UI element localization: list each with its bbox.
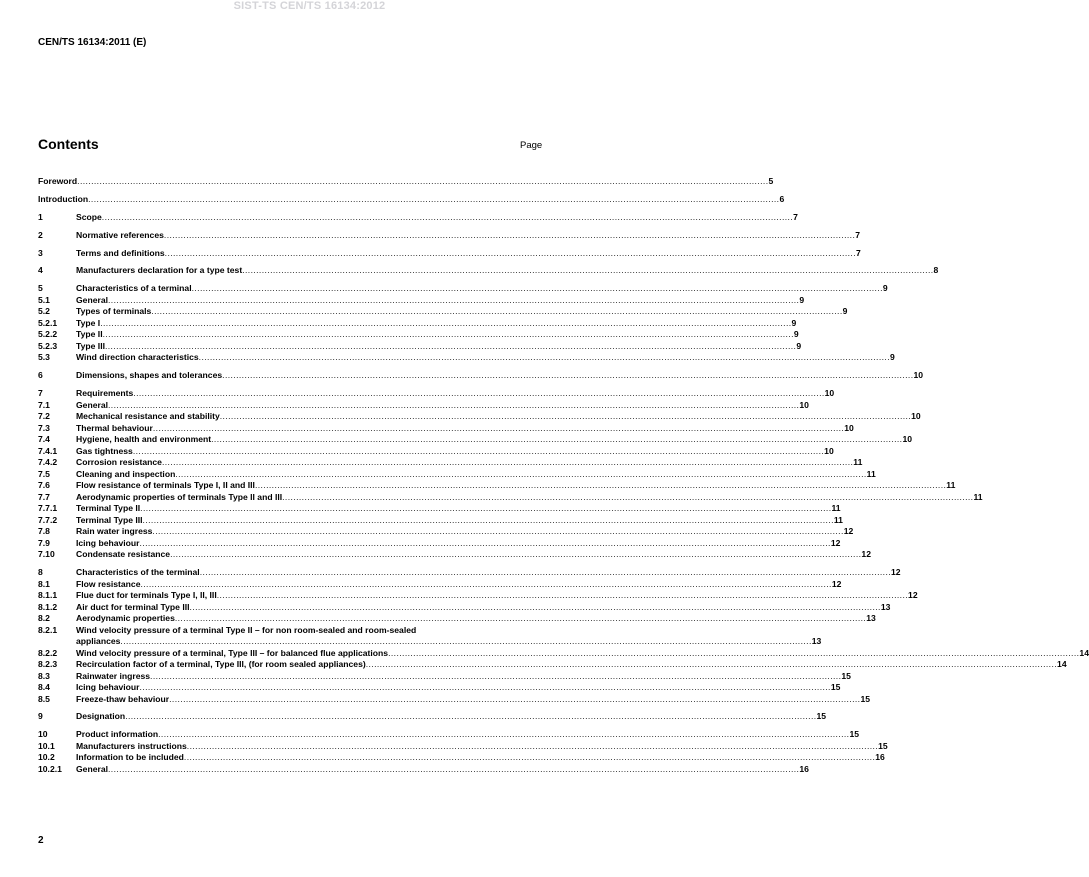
toc-entry-number: 6 [38,370,43,381]
toc-entry-page: 10 [844,422,854,433]
toc-entry-title: Product information [76,729,159,740]
toc-entry-page: 9 [791,317,797,328]
toc-entry[interactable] [38,590,918,602]
toc-leader-dots [151,306,842,318]
toc-entry[interactable] [38,491,983,504]
toc-entry-number: 10.1 [38,740,55,751]
toc-entry-page: 11 [973,491,983,502]
toc-entry-number: 8.3 [38,670,50,681]
toc-entry-title: Designation [76,711,126,722]
toc-entry-page: 10 [799,399,809,410]
toc-entry-number: 10.2.1 [38,763,62,774]
toc-entry-page: 15 [830,682,841,693]
toc-entry[interactable] [38,176,774,188]
toc-leader-dots [140,538,831,550]
contents-heading: Contents [38,136,99,152]
toc-leader-dots [108,400,799,412]
toc-entry[interactable] [38,283,888,295]
toc-leader-dots [100,318,791,330]
toc-entry[interactable] [38,457,863,469]
toc-entry-number: 7.4.2 [38,457,58,468]
toc-leader-dots [255,480,946,492]
toc-entry-title: Type III [76,340,105,351]
toc-entry-number: 5.2.2 [38,329,58,340]
toc-leader-dots [133,446,824,458]
toc-entry-number: 5.1 [38,294,50,305]
toc-entry-title: Normative references [76,229,164,240]
toc-entry-title: General [76,294,109,305]
toc-entry-title: Thermal behaviour [76,422,153,433]
toc-entry[interactable] [38,265,939,277]
toc-entry[interactable] [38,729,860,741]
toc-entry-title: General [76,399,109,410]
toc-entry[interactable] [38,480,956,492]
toc-leader-dots [108,764,799,776]
toc-entry[interactable] [38,682,841,694]
toc-entry-title: Flow resistance of terminals Type I, II and III [76,480,255,491]
toc-entry-number: 8 [38,567,43,578]
toc-entry-page: 11 [866,468,876,479]
toc-entry-title: Flue duct for terminals Type I, II, III [76,590,217,601]
toc-entry-number: 7.3 [38,422,50,433]
toc-leader-dots [120,636,811,648]
toc-entry-page: 7 [793,211,798,222]
toc-entry-number: 5.2 [38,306,50,317]
toc-entry-title: Icing behaviour [76,537,140,548]
toc-entry[interactable] [38,567,901,579]
toc-entry-title: Terminal Type III [76,514,143,525]
toc-entry-page: 11 [833,514,843,525]
toc-leader-dots [169,694,860,706]
toc-entry-title: Terms and definitions [76,247,165,258]
toc-entry-title: Icing behaviour [76,682,140,693]
toc-entry-page: 9 [799,294,805,305]
toc-entry-number: 3 [38,247,43,258]
toc-entry[interactable] [38,388,835,400]
toc-entry-title: Mechanical resistance and stability [76,411,220,422]
toc-entry-title: Type II [76,329,103,340]
toc-leader-dots [108,295,799,307]
toc-entry-title: Requirements [76,388,134,399]
toc-leader-dots [140,682,831,694]
toc-entry-page: 16 [799,763,809,774]
toc-entry-number: 8.1 [38,578,50,589]
toc-entry-number: 8.2.2 [38,647,58,658]
toc-entry-title: Manufacturers instructions [76,740,187,751]
toc-entry[interactable] [38,659,1067,671]
toc-entry-number: 8.2 [38,613,50,624]
toc-entry-page: 9 [793,329,799,340]
toc-entry[interactable] [38,294,805,307]
toc-entry-number: 2 [38,229,43,240]
toc-entry-page: 10 [913,370,924,381]
toc-leader-dots [164,230,855,242]
toc-entry-title: Wind velocity pressure of a terminal, Type III – for balanced flue applications [76,647,389,658]
toc-entry-title: General [76,763,109,774]
toc-entry-number: 5.2.3 [38,340,58,351]
toc-entry-page: 5 [768,176,774,186]
toc-entry[interactable] [38,526,854,538]
toc-leader-dots [102,212,793,224]
toc-entry-title: Scope [76,211,102,222]
toc-entry-number: 7.7.1 [38,503,58,514]
toc-entry[interactable] [38,411,921,423]
toc-entry-number: 8.5 [38,693,50,704]
toc-entry-page: 10 [911,411,921,422]
toc-entry-number: 10 [38,729,48,740]
toc-entry-page: 12 [891,567,901,578]
toc-entry-number: 5.2.1 [38,317,58,328]
toc-entry[interactable] [38,247,861,260]
toc-entry-number: 7.7 [38,491,50,502]
watermark: SIST-TS CEN/TS 16134:2012 [233,0,386,12]
toc-entry[interactable] [38,211,798,224]
toc-entry[interactable] [38,503,841,515]
toc-leader-dots [140,579,831,591]
toc-entry-number: 8.1.1 [38,590,58,601]
toc-entry-number: 10.2 [38,752,55,763]
toc-entry-title: Rain water ingress [76,526,153,537]
toc-entry-title: Hygiene, health and environment [76,434,212,445]
toc-leader-dots [150,671,841,683]
toc-entry-title: Wind direction characteristics [76,352,199,363]
toc-leader-dots [170,549,861,561]
page-number: 2 [38,835,44,846]
toc-entry-page: 15 [816,711,827,722]
toc-entry[interactable] [38,537,841,550]
toc-entry-title: Condensate resistance [76,549,171,560]
document-identifier: CEN/TS 16134:2011 (E) [38,37,147,48]
toc-leader-dots [217,590,908,602]
toc-entry-page: 6 [779,193,785,204]
toc-entry[interactable] [38,193,785,206]
toc-entry[interactable] [38,468,876,481]
toc-entry-title: Recirculation factor of a terminal, Type III, (for room sealed appliances) [76,659,366,670]
toc-entry[interactable] [38,434,913,446]
toc-leader-dots [103,329,794,341]
toc-entry[interactable] [38,752,885,764]
toc-entry[interactable] [38,647,1089,660]
toc-entry[interactable] [38,229,861,242]
toc-leader-dots [162,457,853,469]
toc-entry-page: 9 [796,340,802,351]
toc-entry-title: Flow resistance [76,578,141,589]
toc-entry-page: 13 [866,613,876,624]
toc-entry-page: 10 [902,434,913,445]
toc-entry-title: Aerodynamic properties of terminals Type II and III [76,491,283,502]
toc-entry-page: 15 [849,729,860,740]
toc-entry-number: 7.4 [38,434,50,445]
toc-entry[interactable] [38,352,895,364]
toc-entry-number: 7.5 [38,468,50,479]
toc-entry-title: Manufacturers declaration for a type test [76,265,243,276]
toc-entry[interactable] [38,340,802,353]
toc-entry[interactable] [38,329,799,341]
toc-leader-dots [192,283,883,295]
toc-leader-dots [200,567,891,579]
toc-leader-dots [184,752,875,764]
toc-entry-page: 16 [875,752,885,763]
toc-leader-dots [211,434,902,446]
toc-entry-title: Types of terminals [76,306,152,317]
toc-leader-dots [175,469,866,481]
toc-leader-dots [105,341,796,353]
toc-entry[interactable] [38,613,876,625]
toc-entry[interactable] [38,306,848,318]
toc-entry-title: Corrosion resistance [76,457,162,468]
toc-leader-dots [143,515,834,527]
toc-leader-dots [388,648,1079,660]
toc-entry-title: Gas tightness [76,445,133,456]
toc-entry-number: 5 [38,283,43,294]
toc-entry-number: 5.3 [38,352,50,363]
toc-entry-title: Type I [76,317,101,328]
toc-leader-dots [366,659,1057,671]
toc-entry-number: 7.7.2 [38,514,58,525]
toc-entry-number: 7.6 [38,480,50,491]
toc-leader-dots [242,265,933,277]
toc-leader-dots [125,711,816,723]
toc-entry[interactable] [38,578,842,591]
toc-entry-number: 7.4.1 [38,445,58,456]
toc-entry-title: Wind velocity pressure of a terminal Type II – for non room-sealed and room-sealed [76,624,417,635]
toc-leader-dots [165,248,856,260]
toc-entry-title: Aerodynamic properties [76,613,175,624]
toc-leader-dots [282,492,973,504]
toc-entry-title: Rainwater ingress [76,670,151,681]
toc-entry-title: Characteristics of the terminal [76,567,200,578]
toc-entry-page: 11 [853,457,863,468]
toc-entry-title: Terminal Type II [76,503,141,514]
toc-entry-page: 14 [1057,659,1067,670]
toc-entry-number: 8.4 [38,682,50,693]
toc-entry[interactable] [38,711,827,723]
toc-leader-dots [199,352,890,364]
toc-entry-number: 7.9 [38,537,50,548]
toc-entry-title: Information to be included [76,752,184,763]
toc-leader-dots [222,370,913,382]
toc-entry-page: 15 [860,693,871,704]
toc-entry[interactable] [38,317,797,330]
toc-entry-page: 8 [933,265,939,276]
toc-entry-page: 10 [824,445,834,456]
toc-leader-dots [175,613,866,625]
table-of-contents [38,176,1089,775]
toc-entry-number: 8.2.1 [38,624,58,635]
toc-entry-page: 9 [842,306,848,317]
toc-entry-number: 7.10 [38,549,55,560]
toc-entry-title: Cleaning and inspection [76,468,176,479]
toc-leader-dots [88,194,779,206]
toc-leader-dots [133,388,824,400]
toc-entry[interactable] [38,549,871,561]
toc-entry-page: 15 [878,740,888,751]
toc-entry[interactable] [38,693,871,706]
toc-entry-page: 13 [880,601,891,612]
toc-entry-page: 12 [908,590,918,601]
toc-entry-page: 7 [855,247,861,258]
toc-entry[interactable] [38,670,851,683]
toc-leader-dots [152,526,843,538]
toc-entry-number: 7 [38,388,43,399]
toc-entry-page: 14 [1079,647,1089,658]
toc-leader-dots [153,423,844,435]
toc-entry-title: Introduction [38,193,89,204]
toc-entry[interactable] [38,399,809,412]
toc-entry-page: 13 [811,636,822,647]
toc-entry-number: 1 [38,211,43,222]
toc-entry-page: 12 [861,549,871,560]
toc-entry-number: 7.1 [38,399,50,410]
toc-entry-title: appliances [76,636,121,647]
toc-entry-number: 8.1.2 [38,601,58,612]
toc-entry-number: 4 [38,265,43,276]
toc-entry-number: 7.2 [38,411,50,422]
toc-leader-dots [190,602,881,614]
toc-entry-title: Characteristics of a terminal [76,283,192,294]
toc-entry[interactable] [38,370,924,382]
toc-entry-title: Foreword [38,176,78,186]
toc-entry-page: 9 [882,283,888,294]
toc-entry[interactable] [38,445,834,458]
toc-leader-dots [77,176,768,188]
toc-entry[interactable] [38,422,854,435]
toc-entry[interactable] [38,601,891,614]
toc-entry-page: 11 [831,503,841,514]
toc-entry-title: Dimensions, shapes and tolerances [76,370,223,381]
toc-entry[interactable] [38,636,822,648]
toc-leader-dots [140,503,831,515]
toc-entry-page: 10 [824,388,835,399]
toc-entry[interactable] [38,763,809,776]
toc-entry-page: 12 [843,526,854,537]
toc-entry-title: Freeze-thaw behaviour [76,693,170,704]
toc-entry[interactable] [38,514,843,527]
toc-entry-number: 9 [38,711,43,722]
toc-entry-number: 7.8 [38,526,50,537]
toc-entry[interactable] [38,740,888,753]
toc-entry-page: 12 [830,537,841,548]
toc-entry-page: 15 [841,670,851,681]
toc-entry-page: 9 [890,352,895,363]
toc-leader-dots [187,741,878,753]
toc-entry-page: 11 [946,480,956,491]
toc-entry[interactable] [38,625,545,637]
toc-entry-number: 8.2.3 [38,659,58,670]
toc-entry-page: 12 [831,578,842,589]
toc-entry-title: Air duct for terminal Type III [76,601,190,612]
toc-leader-dots [220,411,911,423]
page-column-label: Page [520,140,543,151]
toc-leader-dots [158,729,849,741]
toc-entry-page: 7 [855,229,861,240]
